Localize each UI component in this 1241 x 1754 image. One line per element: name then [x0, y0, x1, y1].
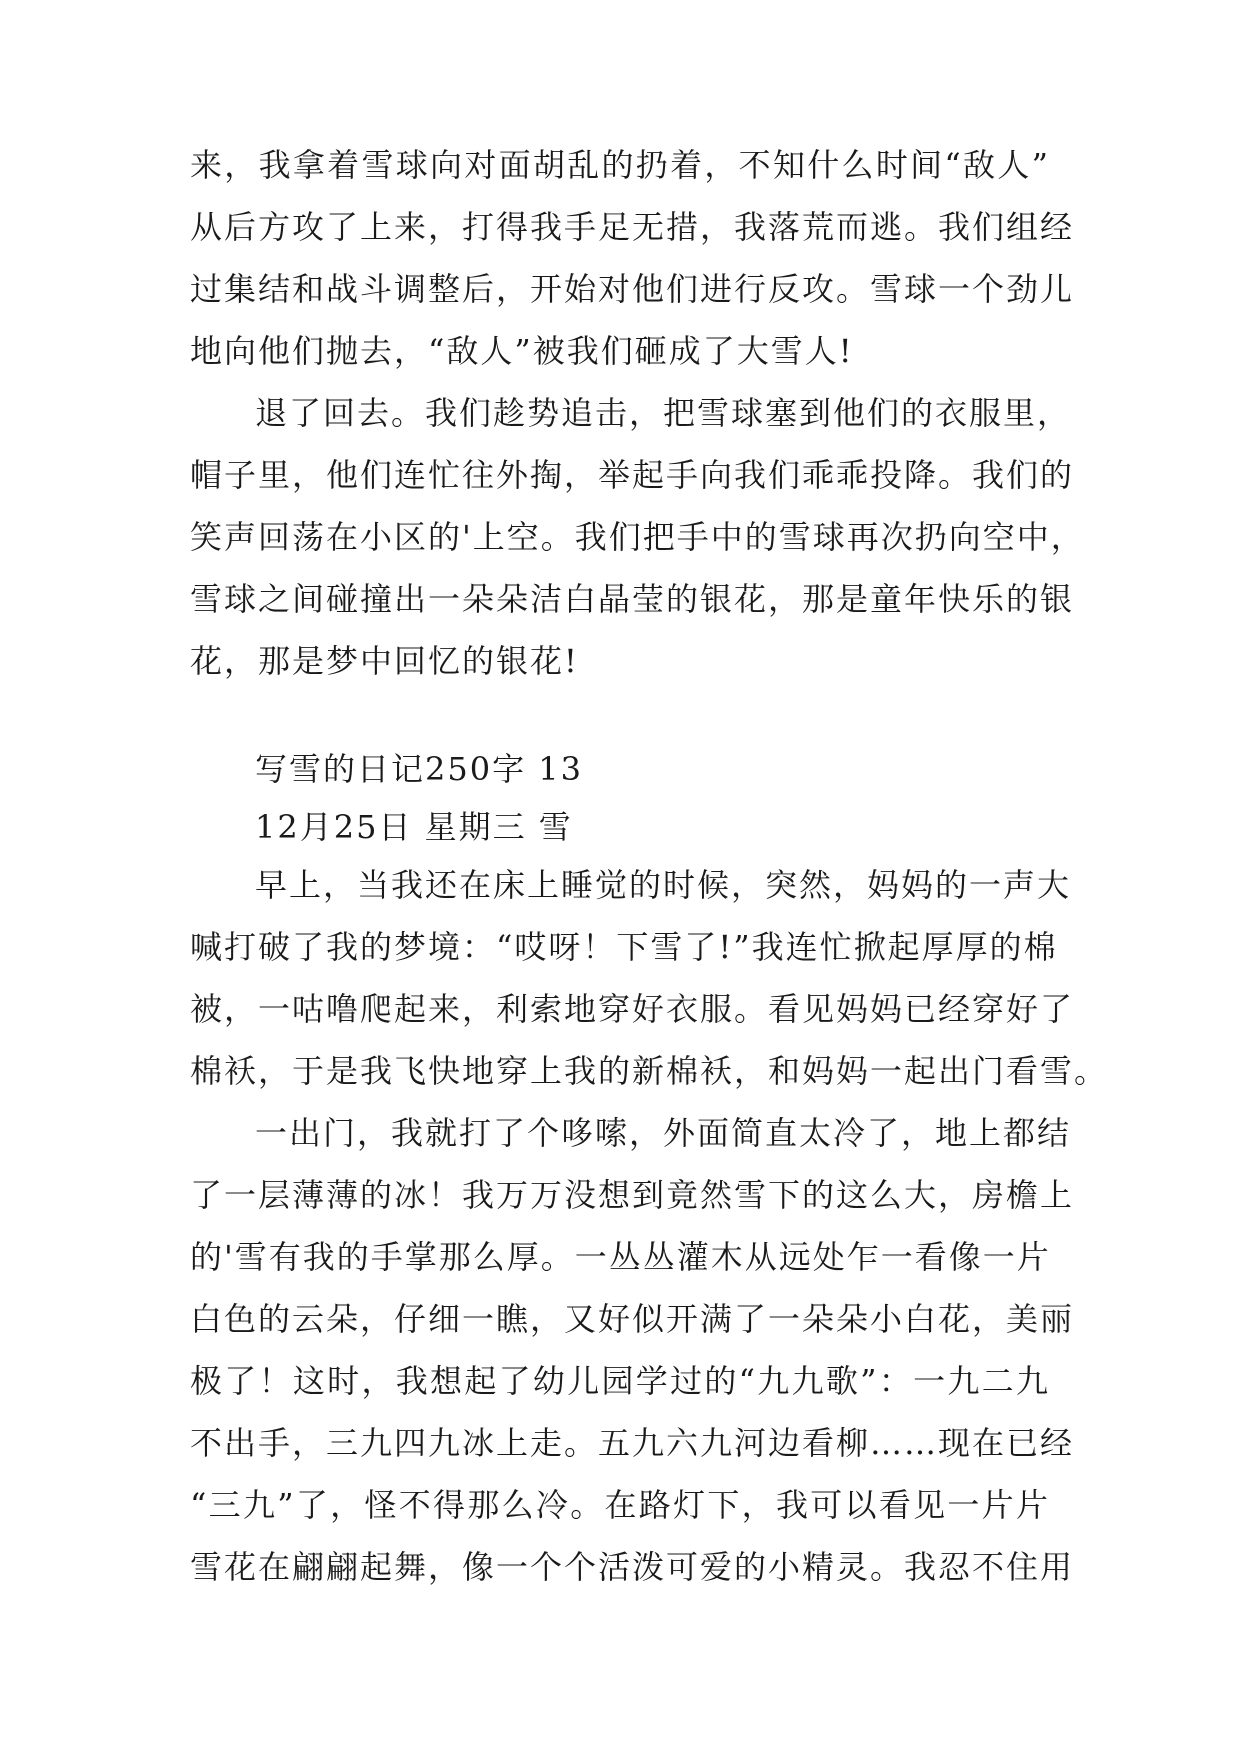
paragraph-1-line-1: 来，我拿着雪球向对面胡乱的扔着，不知什么时间“敌人” [190, 146, 1050, 184]
paragraph-4-line-6: 不出手，三九四九冰上走。五九六九河边看柳……现在已经 [190, 1424, 1075, 1462]
paragraph-4-line-2: 了一层薄薄的冰！我万万没想到竟然雪下的这么大，房檐上 [190, 1176, 1075, 1214]
paragraph-4-line-1: 一出门，我就打了个哆嗦，外面简直太冷了，地上都结 [255, 1114, 1072, 1152]
paragraph-2-line-3: 笑声回荡在小区的'上空。我们把手中的雪球再次扔向空中， [190, 518, 1085, 556]
paragraph-4-line-8: 雪花在翩翩起舞，像一个个活泼可爱的小精灵。我忍不住用 [190, 1548, 1075, 1586]
paragraph-4-line-4: 白色的云朵，仔细一瞧，又好似开满了一朵朵小白花，美丽 [190, 1300, 1075, 1338]
paragraph-3-line-1: 早上，当我还在床上睡觉的时候，突然，妈妈的一声大 [255, 866, 1072, 904]
paragraph-1-line-4: 地向他们抛去，“敌人”被我们砸成了大雪人! [190, 332, 854, 370]
paragraph-4-line-7: “三九”了，怪不得那么冷。在路灯下，我可以看见一片片 [190, 1486, 1050, 1524]
paragraph-2-line-2: 帽子里，他们连忙往外掏，举起手向我们乖乖投降。我们的 [190, 456, 1075, 494]
paragraph-3-line-2: 喊打破了我的梦境：“哎呀！下雪了!”我连忙掀起厚厚的棉 [190, 928, 1058, 966]
paragraph-2-line-1: 退了回去。我们趁势追击，把雪球塞到他们的衣服里， [255, 394, 1072, 432]
paragraph-4-line-5: 极了！这时，我想起了幼儿园学过的“九九歌”：一九二九 [190, 1362, 1050, 1400]
paragraph-2-line-4: 雪球之间碰撞出一朵朵洁白晶莹的银花，那是童年快乐的银 [190, 580, 1075, 618]
section-date: 12月25日 星期三 雪 [255, 808, 573, 846]
paragraph-2-line-5: 花，那是梦中回忆的银花! [190, 642, 579, 680]
paragraph-4-line-3: 的'雪有我的手掌那么厚。一丛丛灌木从远处乍一看像一片 [190, 1238, 1051, 1276]
paragraph-1-line-2: 从后方攻了上来，打得我手足无措，我落荒而逃。我们组经 [190, 208, 1075, 246]
paragraph-3-line-3: 被，一咕噜爬起来，利索地穿好衣服。看见妈妈已经穿好了 [190, 990, 1075, 1028]
paragraph-1-line-3: 过集结和战斗调整后，开始对他们进行反攻。雪球一个劲儿 [190, 270, 1075, 308]
section-title: 写雪的日记250字 13 [255, 750, 583, 788]
paragraph-3-line-4: 棉袄，于是我飞快地穿上我的新棉袄，和妈妈一起出门看雪。 [190, 1052, 1109, 1090]
